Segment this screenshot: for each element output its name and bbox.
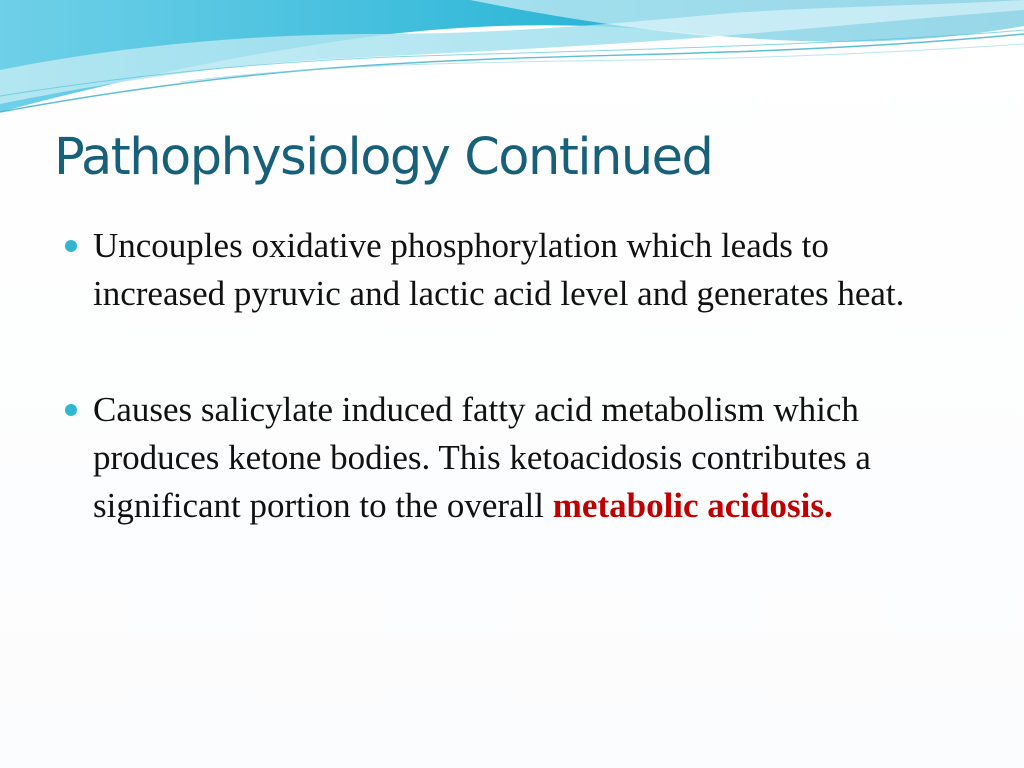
emphasis-text: metabolic acidosis. (552, 486, 833, 525)
wave-decoration (0, 0, 1024, 130)
bullet-item (64, 386, 964, 530)
bullet-text: Causes salicylate induced fatty acid metabolism which produces ketone bodies. This ketoacidosis contributes a significant portion to the overall (93, 390, 871, 525)
bullet-text: Uncouples oxidative phosphorylation which leads to increased pyruvic and lactic acid level and generates heat. (93, 226, 905, 313)
bullet-list (64, 222, 964, 530)
bullet-item (64, 222, 964, 318)
bullet-dot-icon (65, 240, 77, 252)
bullet-dot-icon (65, 404, 77, 416)
slide-title: Pathophysiology Continued (54, 128, 713, 187)
